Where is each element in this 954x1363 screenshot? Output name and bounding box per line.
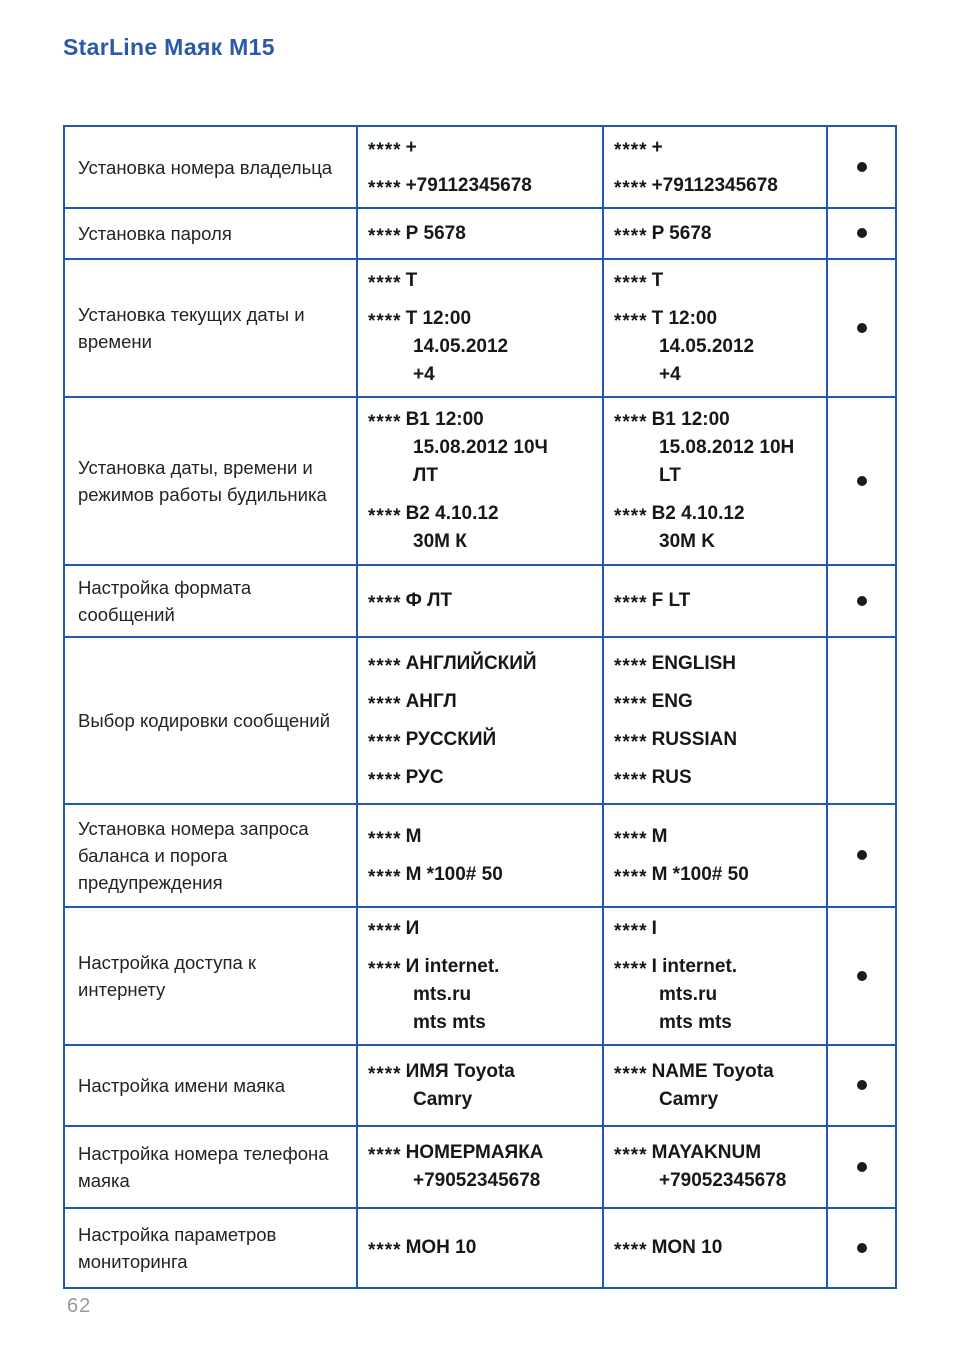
masked-password-stars: **** <box>368 693 402 715</box>
command-line: **** T 12:00 <box>614 305 820 333</box>
command-block <box>368 172 596 200</box>
command-line: **** MAYAKNUM <box>614 1139 820 1167</box>
page-title: StarLine Маяк М15 <box>63 34 275 60</box>
command-block <box>614 1234 820 1262</box>
bullet-dot-icon <box>857 228 867 238</box>
masked-password-stars: **** <box>368 769 402 791</box>
command-block <box>614 915 820 943</box>
table-row <box>64 208 896 259</box>
table-row <box>64 1208 896 1288</box>
bullet-cell <box>827 397 896 565</box>
table-row <box>64 1126 896 1208</box>
bullet-cell <box>827 1208 896 1288</box>
command-block <box>368 1139 596 1195</box>
masked-password-stars: **** <box>614 866 648 888</box>
command-line: **** B1 12:00 <box>614 406 820 434</box>
command-line: Camry <box>659 1088 719 1110</box>
command-en-cell <box>603 804 827 907</box>
command-block <box>368 688 596 716</box>
command-ru-cell <box>357 1045 603 1126</box>
command-en-cell <box>603 208 827 259</box>
command-line: **** АНГЛИЙСКИЙ <box>368 650 596 678</box>
bullet-cell <box>827 259 896 397</box>
bullet-cell <box>827 907 896 1045</box>
command-line: +4 <box>413 364 435 385</box>
command-line: **** T <box>614 267 820 295</box>
command-ru-cell <box>357 907 603 1045</box>
bullet-dot-icon <box>857 162 867 172</box>
masked-password-stars: **** <box>614 769 648 791</box>
command-en-cell <box>603 907 827 1045</box>
command-line: **** Т 12:00 <box>368 305 596 333</box>
masked-password-stars: **** <box>614 921 648 942</box>
command-en-cell <box>603 126 827 208</box>
masked-password-stars: **** <box>614 1145 648 1166</box>
command-line: **** НОМЕРМАЯКА <box>368 1139 596 1167</box>
command-ru-cell <box>357 804 603 907</box>
command-line: **** M *100# 50 <box>614 861 820 889</box>
command-block <box>368 267 596 295</box>
command-en-cell <box>603 565 827 637</box>
command-line: **** ENGLISH <box>614 650 820 678</box>
masked-password-stars: **** <box>614 1063 648 1085</box>
command-line: **** МОН 10 <box>368 1234 596 1262</box>
command-line: 30M K <box>659 531 715 552</box>
bullet-dot-icon <box>857 1080 867 1090</box>
description-cell: Настройка имени маяка <box>64 1045 357 1126</box>
masked-password-stars: **** <box>614 412 648 433</box>
command-line: **** РУССКИЙ <box>368 726 596 754</box>
command-line: 30М К <box>413 531 467 552</box>
command-block <box>614 172 820 200</box>
page-number: 62 <box>67 1295 92 1317</box>
command-ru-cell <box>357 397 603 565</box>
description-cell: Настройка параметров мониторинга <box>64 1208 357 1288</box>
masked-password-stars: **** <box>368 225 402 247</box>
command-line: **** +79112345678 <box>368 172 596 200</box>
command-line: **** + <box>614 134 820 162</box>
bullet-dot-icon <box>857 850 867 860</box>
command-block <box>368 220 596 248</box>
command-block <box>368 134 596 162</box>
bullet-dot-icon <box>857 476 867 486</box>
command-en-cell <box>603 397 827 565</box>
command-line: **** АНГЛ <box>368 688 596 716</box>
masked-password-stars: **** <box>368 273 402 294</box>
masked-password-stars: **** <box>368 731 402 753</box>
description-cell: Установка даты, времени и режимов работы будильника <box>64 397 357 565</box>
masked-password-stars: **** <box>368 311 402 332</box>
command-ru-cell <box>357 637 603 804</box>
masked-password-stars: **** <box>614 655 648 677</box>
command-en-cell <box>603 1045 827 1126</box>
description-cell: Установка текущих даты и времени <box>64 259 357 397</box>
description-cell: Выбор кодировки сообщений <box>64 637 357 804</box>
command-line: 15.08.2012 10Ч <box>413 437 548 458</box>
command-en-cell <box>603 637 827 804</box>
command-block <box>614 688 820 716</box>
description-cell: Настройка доступа к интернету <box>64 907 357 1045</box>
command-line: **** P 5678 <box>614 220 820 248</box>
command-line: **** B2 4.10.12 <box>614 500 820 528</box>
command-block <box>368 587 596 615</box>
command-line: **** В1 12:00 <box>368 406 596 434</box>
command-block <box>614 823 820 851</box>
command-line: **** M <box>614 823 820 851</box>
masked-password-stars: **** <box>614 731 648 753</box>
command-block <box>614 861 820 889</box>
command-line: **** Ф ЛТ <box>368 587 596 615</box>
command-block <box>614 764 820 792</box>
command-line: **** Р 5678 <box>368 220 596 248</box>
command-ru-cell <box>357 259 603 397</box>
command-block <box>368 1058 596 1114</box>
masked-password-stars: **** <box>368 959 402 980</box>
command-line: **** ENG <box>614 688 820 716</box>
masked-password-stars: **** <box>368 1145 402 1166</box>
bullet-cell <box>827 1126 896 1208</box>
bullet-cell <box>827 208 896 259</box>
command-line: **** РУС <box>368 764 596 792</box>
command-block <box>614 953 820 1037</box>
masked-password-stars: **** <box>614 828 648 850</box>
bullet-dot-icon <box>857 971 867 981</box>
table-row <box>64 397 896 565</box>
masked-password-stars: **** <box>614 311 648 332</box>
bullet-dot-icon <box>857 1162 867 1172</box>
masked-password-stars: **** <box>614 506 648 527</box>
command-line: +79052345678 <box>659 1170 787 1191</box>
command-block <box>368 406 596 490</box>
command-block <box>614 1058 820 1114</box>
command-table-body <box>64 126 896 1288</box>
command-block <box>614 726 820 754</box>
table-row <box>64 804 896 907</box>
command-line: **** MON 10 <box>614 1234 820 1262</box>
masked-password-stars: **** <box>614 140 648 161</box>
command-en-cell <box>603 1208 827 1288</box>
masked-password-stars: **** <box>368 921 402 942</box>
command-line: **** NAME Toyota <box>614 1058 820 1086</box>
bullet-cell <box>827 1045 896 1126</box>
command-line: **** Т <box>368 267 596 295</box>
command-line: **** RUSSIAN <box>614 726 820 754</box>
command-line: **** +79112345678 <box>614 172 820 200</box>
command-block <box>368 1234 596 1262</box>
command-block <box>368 861 596 889</box>
command-line: +4 <box>659 364 681 385</box>
description-cell: Установка номера владельца <box>64 126 357 208</box>
command-line: **** В2 4.10.12 <box>368 500 596 528</box>
command-block <box>368 726 596 754</box>
command-line: **** I <box>614 915 820 943</box>
masked-password-stars: **** <box>614 959 648 980</box>
command-line: ЛТ <box>413 465 438 486</box>
bullet-cell <box>827 565 896 637</box>
bullet-dot-icon <box>857 1243 867 1253</box>
description-cell: Настройка формата сообщений <box>64 565 357 637</box>
command-line: **** + <box>368 134 596 162</box>
command-line: **** I internet. <box>614 953 820 981</box>
command-block <box>368 823 596 851</box>
command-block <box>368 500 596 556</box>
command-block <box>368 650 596 678</box>
table-row <box>64 259 896 397</box>
masked-password-stars: **** <box>368 828 402 850</box>
masked-password-stars: **** <box>614 225 648 247</box>
masked-password-stars: **** <box>614 593 648 614</box>
masked-password-stars: **** <box>368 506 402 527</box>
table-row <box>64 637 896 804</box>
command-block <box>614 500 820 556</box>
command-block <box>368 953 596 1037</box>
masked-password-stars: **** <box>368 1063 402 1085</box>
table-row <box>64 1045 896 1126</box>
command-en-cell <box>603 259 827 397</box>
masked-password-stars: **** <box>368 655 402 677</box>
command-line: 14.05.2012 <box>659 336 755 357</box>
command-block <box>368 764 596 792</box>
command-line: LT <box>659 465 681 486</box>
bullet-cell <box>827 126 896 208</box>
command-block <box>614 305 820 389</box>
masked-password-stars: **** <box>368 412 402 433</box>
command-block <box>614 134 820 162</box>
command-line: 14.05.2012 <box>413 336 509 357</box>
command-block <box>368 915 596 943</box>
masked-password-stars: **** <box>368 593 402 614</box>
table-row <box>64 907 896 1045</box>
command-line: 15.08.2012 10H <box>659 437 795 458</box>
masked-password-stars: **** <box>368 178 402 199</box>
command-line: **** И internet. <box>368 953 596 981</box>
command-line: mts.ru <box>659 984 718 1005</box>
description-cell: Настройка номера телефона маяка <box>64 1126 357 1208</box>
bullet-cell <box>827 637 896 804</box>
command-line: +79052345678 <box>413 1170 541 1191</box>
command-block <box>614 220 820 248</box>
command-ru-cell <box>357 565 603 637</box>
bullet-dot-icon <box>857 596 867 606</box>
masked-password-stars: **** <box>368 866 402 888</box>
bullet-dot-icon <box>857 323 867 333</box>
command-line: Camry <box>413 1088 473 1110</box>
masked-password-stars: **** <box>614 178 648 199</box>
command-line: **** М <box>368 823 596 851</box>
command-en-cell <box>603 1126 827 1208</box>
command-ru-cell <box>357 126 603 208</box>
command-block <box>614 650 820 678</box>
bullet-cell <box>827 804 896 907</box>
command-line: mts.ru <box>413 984 472 1005</box>
masked-password-stars: **** <box>614 1240 648 1261</box>
description-cell: Установка номера запроса баланса и порога предупреждения <box>64 804 357 907</box>
command-block <box>614 1139 820 1195</box>
command-line: **** F LT <box>614 587 820 615</box>
command-block <box>614 267 820 295</box>
description-cell: Установка пароля <box>64 208 357 259</box>
sms-command-table <box>63 125 897 1289</box>
command-ru-cell <box>357 1126 603 1208</box>
masked-password-stars: **** <box>614 693 648 715</box>
command-line: **** М *100# 50 <box>368 861 596 889</box>
command-block <box>368 305 596 389</box>
table-row <box>64 126 896 208</box>
masked-password-stars: **** <box>368 1240 402 1261</box>
command-line: mts mts <box>659 1012 732 1033</box>
command-block <box>614 406 820 490</box>
command-line: **** RUS <box>614 764 820 792</box>
command-line: **** И <box>368 915 596 943</box>
table-row <box>64 565 896 637</box>
command-block <box>614 587 820 615</box>
command-line: mts mts <box>413 1012 486 1033</box>
command-ru-cell <box>357 1208 603 1288</box>
masked-password-stars: **** <box>614 273 648 294</box>
masked-password-stars: **** <box>368 140 402 161</box>
command-line: **** ИМЯ Toyota <box>368 1058 596 1086</box>
command-ru-cell <box>357 208 603 259</box>
